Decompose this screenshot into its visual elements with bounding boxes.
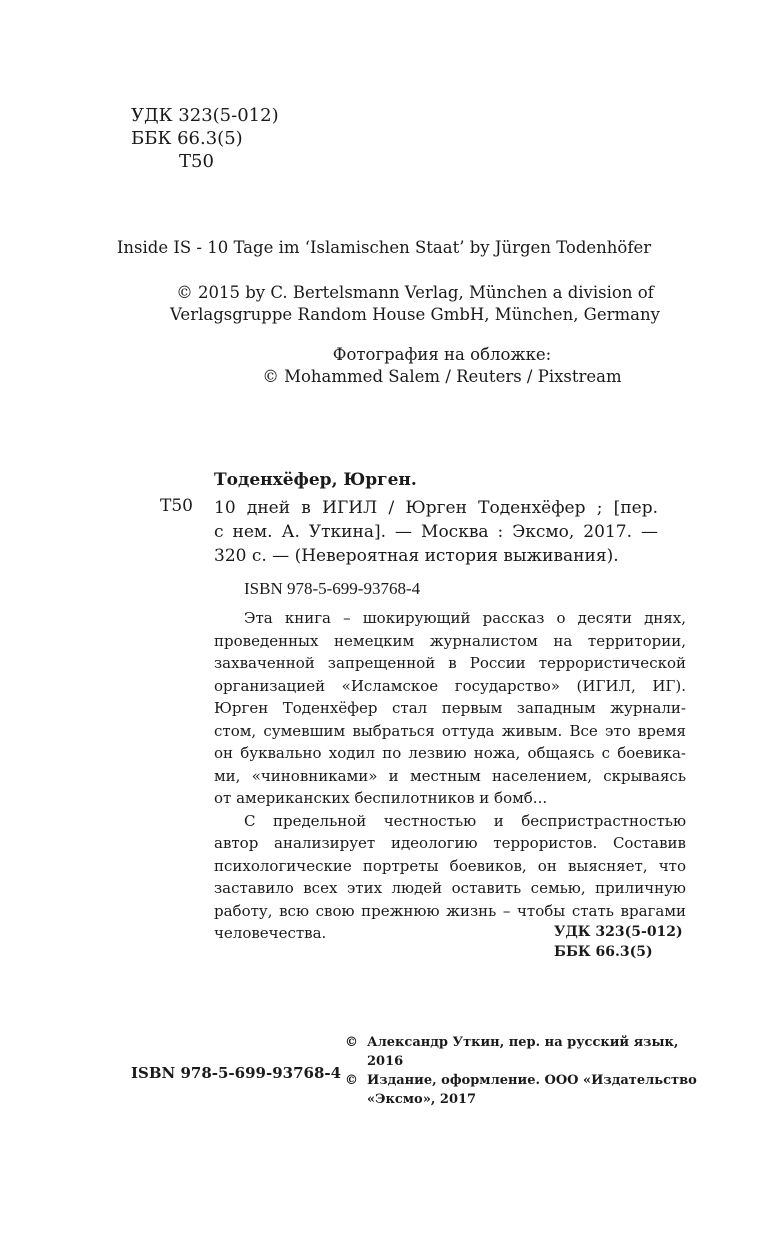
- original-edition: Inside IS - 10 Tage im ‘Islamischen Staat’ by Jürgen Todenhöfer: [116, 238, 652, 257]
- rights-row: [345, 1033, 705, 1071]
- annotation-line: он буквально ходил по лезвию ножа, общаясь с боевика-: [214, 744, 686, 762]
- annotation-line: от американских беспилотников и бомб...: [214, 789, 548, 807]
- cover-photo-credit: [0, 344, 768, 388]
- annotation-line: организацией «Исламское государство» (ИГИЛ, ИГ).: [214, 676, 686, 695]
- rights-edition-cont: «Эксмо», 2017: [367, 1092, 477, 1107]
- annotation-line: автор анализирует идеологию террористов. Составив: [214, 834, 686, 852]
- annotation-line: стом, сумевшим выбраться оттуда живым. Все это время: [214, 721, 686, 740]
- rights-edition: Издание, оформление. ООО «Издательство: [367, 1073, 697, 1088]
- annotation-line: психологические портреты боевиков, он выясняет, что: [214, 856, 686, 875]
- rights-translation: Александр Уткин, пер. на русский язык, 2016: [367, 1035, 679, 1069]
- catalog-line: 10 дней в ИГИЛ / Юрген Тоденхёфер ; [пер.: [214, 498, 658, 518]
- annotation-line: Юрген Тоденхёфер стал первым западным журнали-: [214, 699, 686, 717]
- rights-row: [345, 1071, 705, 1090]
- classification-block: [131, 104, 279, 173]
- annotation: [214, 607, 686, 945]
- rights-row: [345, 1090, 705, 1109]
- copyright-original: [0, 282, 768, 326]
- udk-code-bottom: УДК 323(5-012): [554, 924, 683, 940]
- bbk-code-bottom: ББК 66.3(5): [554, 944, 653, 960]
- rights-block: [345, 1033, 705, 1109]
- annotation-line: работу, всю свою прежнюю жизнь – чтобы стать врагами: [214, 901, 686, 920]
- catalog-line: с нем. А. Уткина]. — Москва : Эксмо, 2017. —: [214, 522, 658, 542]
- bbk-code: ББК 66.3(5): [131, 128, 243, 149]
- annotation-line: Эта книга – шокирующий рассказ о десяти днях,: [244, 609, 686, 627]
- rights-indent: [345, 1090, 367, 1109]
- classification-codes-bottom: [554, 922, 683, 962]
- catalog-author: Тоденхёфер, Юрген.: [214, 470, 417, 490]
- photo-credit-source: © Mohammed Salem / Reuters / Pixstream: [262, 367, 622, 386]
- annotation-line: человечества.: [214, 924, 327, 942]
- annotation-line: С предельной честностью и беспристрастностью: [244, 811, 686, 830]
- copyright-symbol: ©: [345, 1073, 358, 1088]
- annotation-line: проведенных немецким журналистом на территории,: [214, 631, 686, 650]
- catalog-mark: Т50: [160, 496, 193, 516]
- catalog-description: [214, 496, 658, 568]
- photo-credit-label: Фотография на обложке:: [332, 345, 552, 364]
- copyright-line: © 2015 by C. Bertelsmann Verlag, München a division of: [176, 283, 654, 302]
- annotation-paragraph: [214, 607, 686, 810]
- copyright-symbol: ©: [345, 1035, 358, 1050]
- catalog-line: 320 с. — (Невероятная история выживания).: [214, 546, 619, 566]
- author-mark: Т50: [179, 151, 214, 172]
- isbn-bottom: ISBN 978-5-699-93768-4: [131, 1064, 342, 1082]
- annotation-line: ми, «чиновниками» и местным населением, скрываясь: [214, 766, 686, 785]
- catalog-isbn: ISBN 978-5-699-93768-4: [244, 579, 421, 598]
- udk-code: УДК 323(5-012): [131, 105, 279, 126]
- annotation-line: захваченной запрещенной в России террористической: [214, 654, 686, 672]
- copyright-line: Verlagsgruppe Random House GmbH, München, Germany: [170, 305, 660, 324]
- annotation-line: заставило всех этих людей оставить семью, приличную: [214, 879, 686, 897]
